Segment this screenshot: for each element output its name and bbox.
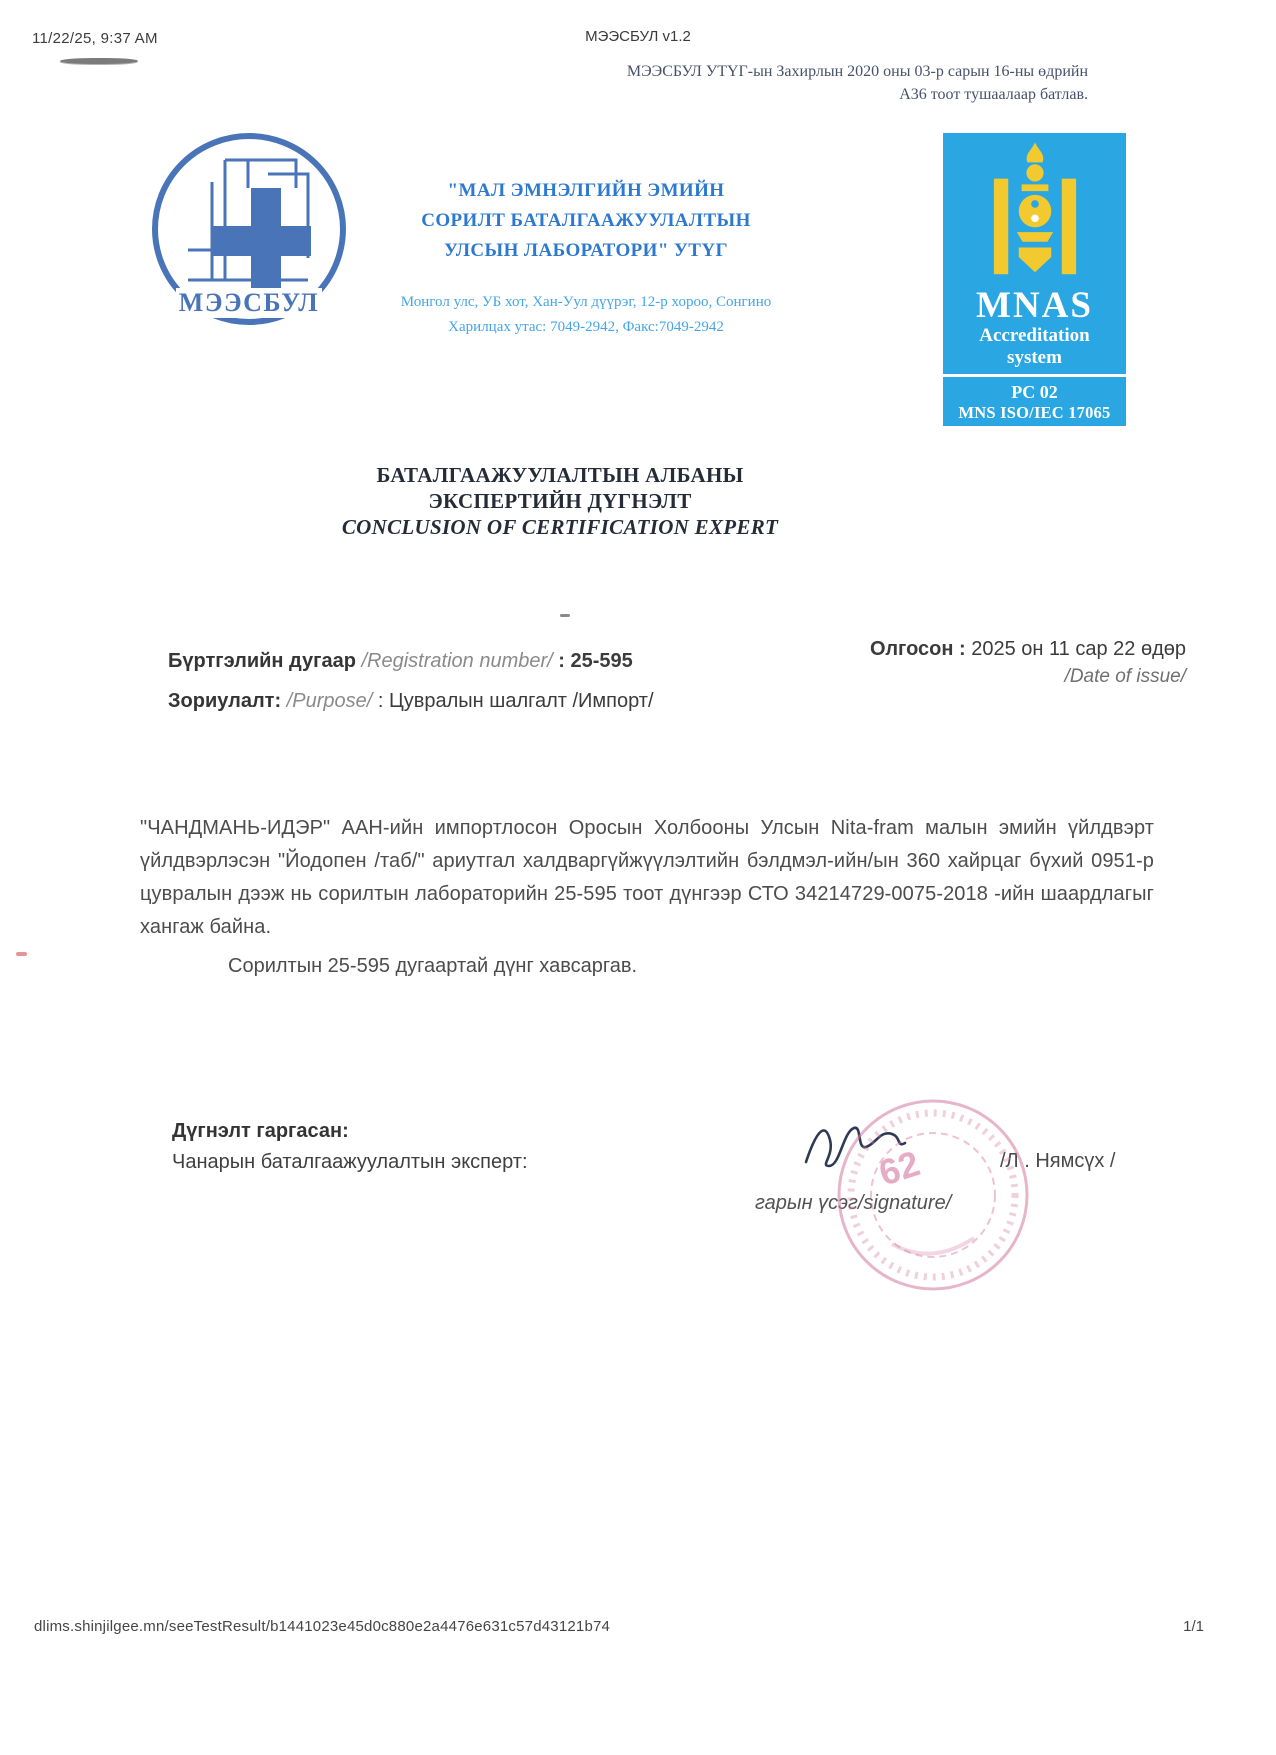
meesbul-logo-icon [148,130,350,330]
mnas-acronym: MNAS [976,285,1093,326]
logo-blueprint-lines [188,160,308,280]
org-name-line-1: "МАЛ ЭМНЭЛГИЙН ЭМИЙН [447,180,725,201]
issue-date-label: Олгосон : [870,638,966,660]
issue-date-block [870,636,1186,690]
scan-artifact [560,614,570,617]
heading-line-2: ЭКСПЕРТИЙН ДҮГНЭЛТ [428,489,692,513]
registration-label-en: /Registration number/ [361,650,553,672]
org-name [366,176,806,266]
mnas-divider [943,374,1126,377]
made-by-label: Дүгнэлт гаргасан: [172,1120,349,1142]
footer-page-number: 1/1 [1183,1618,1204,1635]
soyombo-shapes [993,142,1075,274]
scan-artifact [60,58,139,64]
signer-name: /Л . Нямсүх / [1000,1150,1116,1172]
heading-line-3-english: CONCLUSION OF CERTIFICATION EXPERT [341,515,779,539]
print-timestamp: 11/22/25, 9:37 AM [32,30,158,47]
purpose-row [168,690,654,713]
attachment-note: Сорилтын 25-595 дугаартай дүнг хавсаргав. [228,955,638,977]
mnas-accreditation-mark [943,133,1126,426]
footer-url: dlims.shinjilgee.mn/seeTestResult/b1441023e45d0c880e2a4476e631c57d43121b74 [34,1618,611,1635]
registration-label: Бүртгэлийн дугаар [168,650,356,672]
document-heading [150,462,970,540]
stamp-number: 62 [873,1142,925,1194]
handwritten-signature [798,1118,910,1174]
org-name-line-2: СОРИЛТ БАТАЛГААЖУУЛАЛТЫН [421,210,751,231]
page-title: МЭЭСБУЛ v1.2 [585,28,691,45]
registration-row [168,650,633,673]
purpose-value: : Цувралын шалгалт /Импорт/ [377,690,654,712]
signoff-block [172,1116,528,1178]
org-address [366,290,806,340]
scan-artifact [16,952,27,956]
org-name-line-3: УЛСЫН ЛАБОРАТОРИ" УТҮГ [444,240,728,261]
approval-note [627,60,1088,106]
issue-date-line [870,636,1186,663]
mnas-code: PC 02 [1011,382,1058,402]
purpose-label-en: /Purpose/ [286,690,373,712]
approval-line-2: А36 тоот тушаалаар батлав. [899,86,1088,103]
conclusion-paragraph: "ЧАНДМАНЬ-ИДЭР" ААН-ийн импортлосон Оросын Холбооны Улсын Nita-fram малын эмийн үйлдвэрт үйлдвэрлэсэн "Йодопен /таб/" ариутгал халдваргүйжүүлэлтийн бэлдмэл-ийн/ын 360 хайрцаг бүхий 0951-р цувралын дээж нь сорилтын лабораторийн 25-595 тоот дүнгээр СТО 34214729-0075-2018 -ийн шаардлагыг хангаж байна. [140,817,1154,938]
signature-stroke [806,1128,905,1166]
mnas-line-system: system [1007,347,1062,368]
logo-text: МЭЭСБУЛ [178,288,320,317]
approval-line-1: МЭЭСБУЛ УТҮГ-ын Захирлын 2020 оны 03-р сарын 16-ны өдрийн [626,63,1088,80]
mnas-line-accreditation: Accreditation [979,325,1090,346]
soyombo-emblem-icon [992,141,1078,287]
mnas-standard: MNS ISO/IEC 17065 [958,403,1111,422]
expert-label: Чанарын баталгаажуулалтын эксперт: [172,1151,528,1173]
org-address-line-1: Монгол улс, УБ хот, Хан-Уул дүүрэг, 12-р хороо, Сонгино [400,294,772,310]
org-address-line-2: Харилцах утас: 7049-2942, Факс:7049-2942 [448,319,724,335]
registration-value: : 25-595 [558,650,633,672]
heading-line-1: БАТАЛГААЖУУЛАЛТЫН АЛБАНЫ [376,463,744,487]
issue-date-value: 2025 он 11 сар 22 өдөр [971,638,1186,660]
signature-caption: гарын үсэг/signature/ [755,1192,952,1214]
purpose-label: Зориулалт: [168,690,282,712]
org-block [366,176,806,340]
issue-date-label-en: /Date of issue/ [1064,666,1186,687]
stamp-flourish [892,1238,974,1254]
